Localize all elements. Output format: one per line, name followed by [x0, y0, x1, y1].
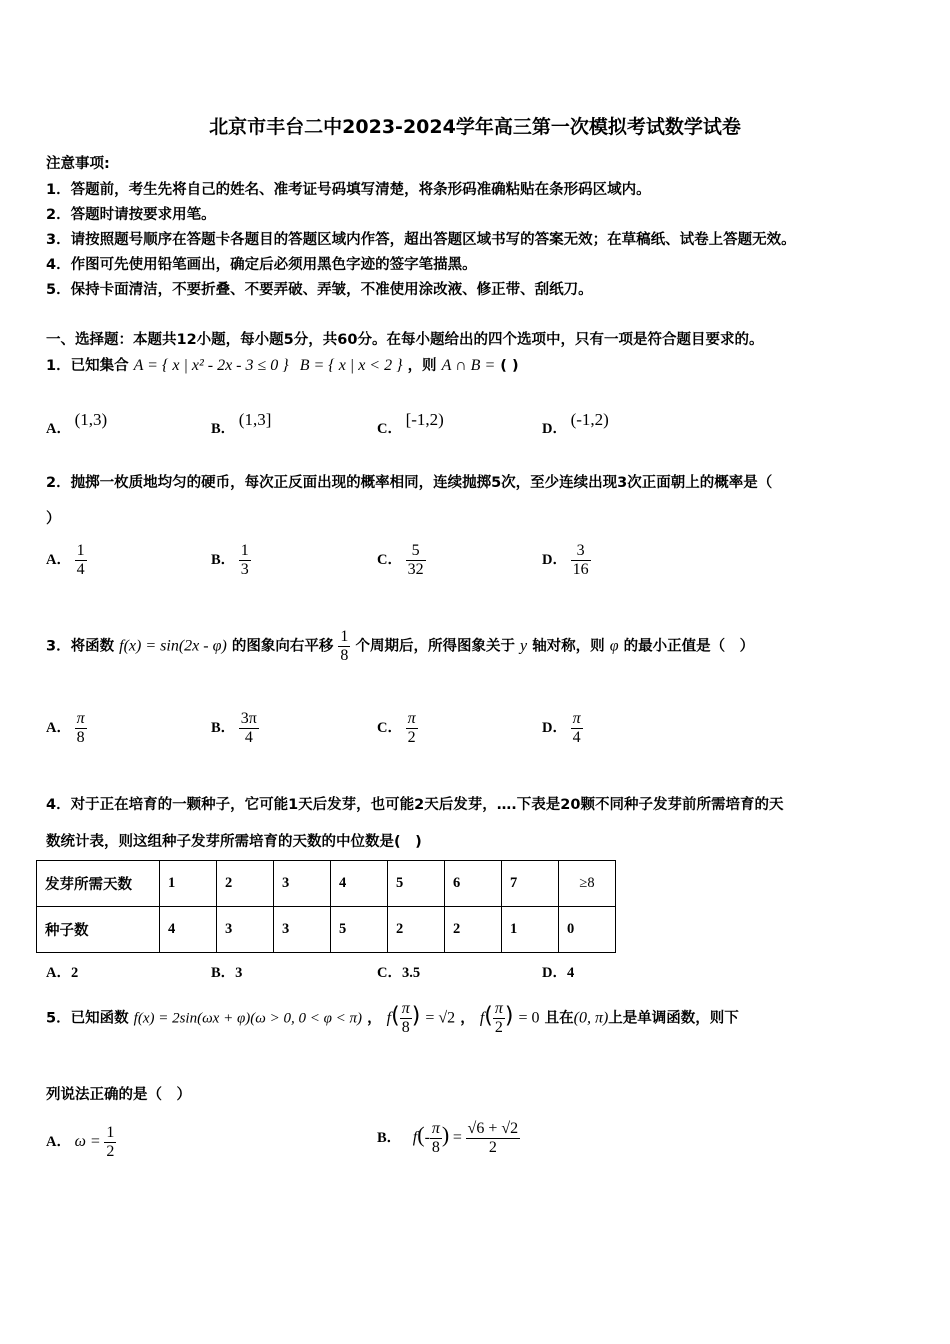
table-cell: 5 — [331, 907, 388, 953]
table-cell: 4 — [160, 907, 217, 953]
q1-option-c-value: [-1,2) — [405, 410, 444, 429]
question-1 — [46, 354, 519, 375]
q2-option-a[interactable]: A． $\frac{1}{4}$ — [46, 542, 85, 578]
q1-set-b: B = { x | x < 2 } — [299, 357, 403, 374]
q5-function: f(x) = 2sin(ωx + φ)(ω > 0, 0 < φ < π) — [133, 1010, 363, 1027]
table-row — [37, 907, 616, 953]
table-cell: ≥8 — [559, 861, 616, 907]
table-cell: 1 — [502, 907, 559, 953]
section-heading: 一、选择题：本题共12小题，每小题5分，共60分。在每小题给出的四个选项中，只有一项是符合题目要求的。 — [46, 332, 764, 348]
question-4-line-1: 4．对于正在培育的一颗种子，它可能1天后发芽，也可能2天后发芽，….下表是20颗不同种子发芽前所需培育的天 — [46, 797, 784, 813]
q2-option-d-fraction: $\frac{3}{16}$ — [572, 542, 589, 578]
q3-option-a[interactable]: A． $\frac{\pi}{8}$ — [46, 710, 85, 746]
q5-option-b[interactable]: B． f(- $\frac{\pi}{8}$ ) = $\frac{√6 + √2}{2}$ — [377, 1120, 519, 1156]
question-2-line-2: ） — [46, 511, 61, 527]
table-cell: 2 — [388, 907, 445, 953]
table-cell: 0 — [559, 907, 616, 953]
q4-option-d[interactable]: D．4 — [542, 965, 575, 981]
q3-option-b[interactable]: B． $\frac{3\pi}{4}$ — [211, 710, 257, 746]
table-cell: 2 — [445, 907, 502, 953]
q3-option-d[interactable]: D． $\frac{\pi}{4}$ — [542, 710, 581, 746]
germination-table — [36, 860, 616, 953]
q2-option-d[interactable]: D． $\frac{3}{16}$ — [542, 542, 589, 578]
q2-option-c[interactable]: C． $\frac{5}{32}$ — [377, 542, 424, 578]
q1-option-a[interactable]: A． (1,3) — [46, 410, 108, 437]
q3-option-a-fraction: $\frac{\pi}{8}$ — [76, 710, 85, 746]
table-cell: 6 — [445, 861, 502, 907]
q5-option-b-arg-fraction: $\frac{\pi}{8}$ — [431, 1120, 440, 1156]
q1-option-b-value: (1,3] — [238, 410, 272, 429]
q2-option-c-fraction: $\frac{5}{32}$ — [407, 542, 424, 578]
q1-option-d-value: (-1,2) — [570, 410, 609, 429]
question-5-line-2: 列说法正确的是（ ） — [46, 1087, 191, 1103]
notice-item: 1．答题前，考生先将自己的姓名、准考证号码填写清楚，将条形码准确粘贴在条形码区域内。 — [46, 182, 651, 198]
question-4-line-2: 数统计表，则这组种子发芽所需培育的天数的中位数是( ) — [46, 834, 422, 850]
question-2-line-1: 2．抛掷一枚质地均匀的硬币，每次正反面出现的概率相同，连续抛掷5次，至少连续出现3次正面朝上的概率是（ — [46, 475, 773, 491]
q3-fraction: $\frac{1}{8}$ — [340, 628, 349, 664]
table-row — [37, 861, 616, 907]
q3-option-d-fraction: $\frac{\pi}{4}$ — [572, 710, 581, 746]
q3-option-b-fraction: $\frac{3\pi}{4}$ — [240, 710, 257, 746]
q1-option-d[interactable]: D． (-1,2) — [542, 410, 609, 437]
table-cell: 2 — [217, 861, 274, 907]
notice-item: 2．答题时请按要求用笔。 — [46, 207, 216, 223]
q3-option-c[interactable]: C． $\frac{\pi}{2}$ — [377, 710, 416, 746]
table-cell: 7 — [502, 861, 559, 907]
q1-suffix: ，则 — [407, 358, 437, 374]
q1-option-a-value: (1,3) — [74, 410, 108, 429]
q1-set-a: A = { x | x² - 2x - 3 ≤ 0 } — [133, 357, 289, 374]
notice-item: 4．作图可先使用铅笔画出，确定后必须用黑色字迹的签字笔描黑。 — [46, 257, 477, 273]
q1-paren: ( ) — [500, 358, 519, 374]
table-cell: 5 — [388, 861, 445, 907]
q4-option-a[interactable]: A．2 — [46, 965, 79, 981]
table-cell: 4 — [331, 861, 388, 907]
q1-expr: A ∩ B = — [441, 357, 496, 374]
q3-function: f(x) = sin(2x - φ) — [119, 637, 227, 655]
exam-title: 北京市丰台二中2023-2024学年高三第一次模拟考试数学试卷 — [209, 116, 741, 138]
table-cell: 3 — [274, 861, 331, 907]
question-5-line-1: 5．已知函数 f(x) = 2sin(ωx + φ)(ω > 0, 0 < φ < π) ， f( $\frac{\pi}{8}$ ) = √2 ， f( $\frac{\pi}{2}$ ) = 0 且在(0, π)上是单调函数，则下 — [46, 1000, 739, 1036]
q3-option-c-fraction: $\frac{\pi}{2}$ — [407, 710, 416, 746]
question-3: 3．将函数 f(x) = sin(2x - φ) 的图象向右平移 $\frac{1}{8}$ 个周期后，所得图象关于 y 轴对称，则 φ 的最小正值是（ ） — [46, 628, 755, 664]
notice-item: 5．保持卡面清洁，不要折叠、不要弄破、弄皱，不准使用涂改液、修正带、刮纸刀。 — [46, 282, 593, 298]
q1-option-b[interactable]: B． (1,3] — [211, 410, 272, 437]
q5-option-a-fraction: $\frac{1}{2}$ — [106, 1124, 115, 1160]
q1-option-c[interactable]: C． [-1,2) — [377, 410, 444, 437]
q5-cond2-fraction: $\frac{\pi}{2}$ — [494, 1000, 503, 1036]
table-header-cell: 发芽所需天数 — [37, 861, 160, 907]
q4-option-c[interactable]: C．3.5 — [377, 965, 421, 981]
q5-option-b-fraction: $\frac{√6 + √2}{2}$ — [467, 1120, 519, 1156]
q5-cond1-fraction: $\frac{\pi}{8}$ — [401, 1000, 410, 1036]
notice-heading: 注意事项: — [46, 156, 110, 172]
q4-option-b[interactable]: B．3 — [211, 965, 243, 981]
table-cell: 1 — [160, 861, 217, 907]
q5-option-a[interactable]: A． ω = $\frac{1}{2}$ — [46, 1124, 115, 1160]
table-cell: 3 — [217, 907, 274, 953]
table-cell: 3 — [274, 907, 331, 953]
notice-item: 3．请按照题号顺序在答题卡各题目的答题区域内作答，超出答题区域书写的答案无效；在草稿纸、试卷上答题无效。 — [46, 232, 796, 248]
table-header-cell: 种子数 — [37, 907, 160, 953]
q2-option-b-fraction: $\frac{1}{3}$ — [240, 542, 249, 578]
q2-option-a-fraction: $\frac{1}{4}$ — [76, 542, 85, 578]
q1-prefix: 1．已知集合 — [46, 358, 129, 374]
q2-option-b[interactable]: B． $\frac{1}{3}$ — [211, 542, 249, 578]
